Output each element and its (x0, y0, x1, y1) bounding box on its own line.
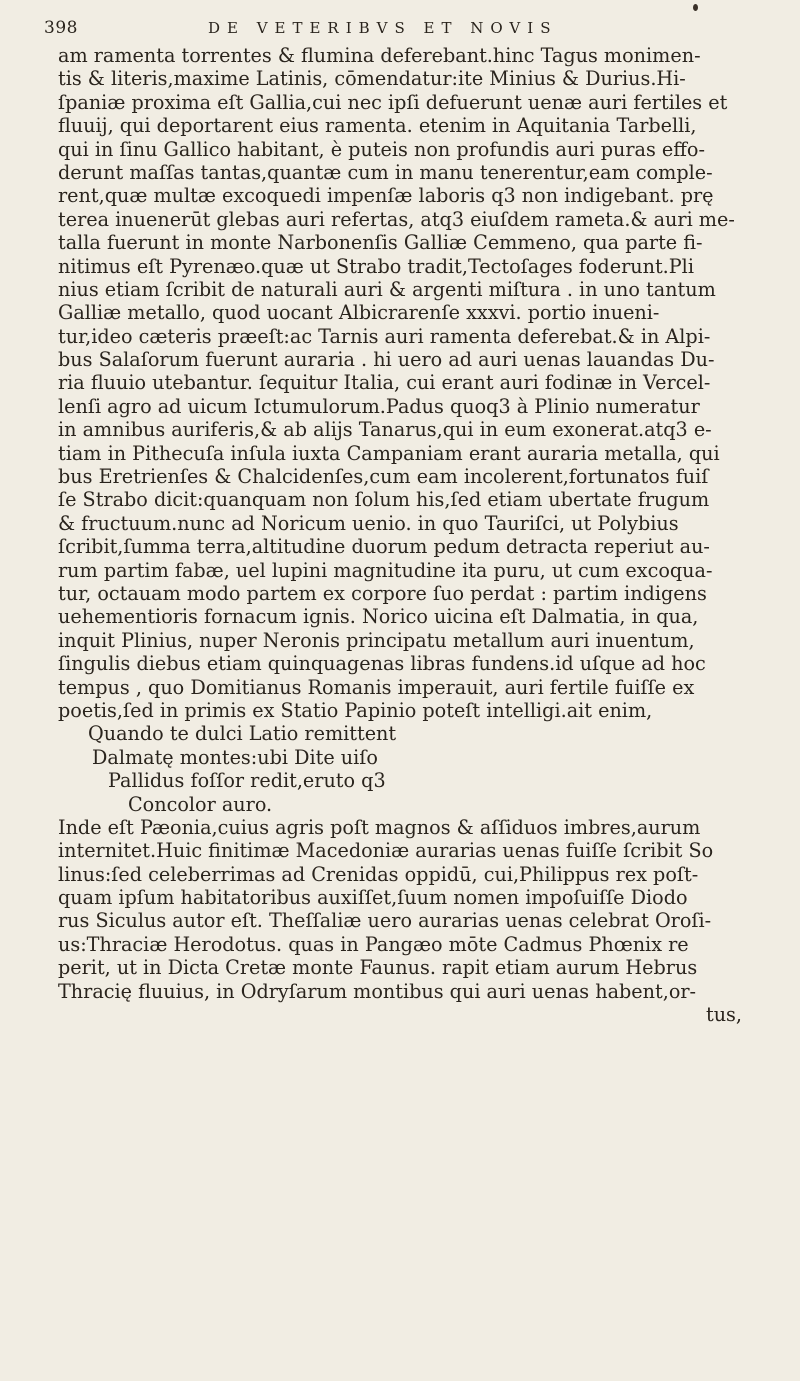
text-line: rum partim fabæ, uel lupini magnitudine ita puru, ut cum excoqua- (58, 558, 713, 582)
text-line: nius etiam ſcribit de naturali auri & argenti miſtura . in uno tantum (58, 277, 716, 301)
text-line: ſe Strabo dicit:quanquam non ſolum his,ſed etiam ubertate frugum (58, 488, 710, 512)
text-line: rus Siculus autor eſt. Theſſaliæ uero aurarias uenas celebrat Oroſi- (58, 909, 712, 933)
catchword: tus, (705, 1003, 742, 1027)
text-line: poetis,ſed in primis ex Statio Papinio poteſt intelligi.ait enim, (58, 698, 653, 722)
text-line: Inde eſt Pæonia,cuius agris poſt magnos & aſſiduos imbres,aurum (58, 815, 701, 839)
body-text (58, 44, 770, 1026)
text-line: talla fuerunt in monte Narbonenſis Galliæ Cemmeno, qua parte fi- (58, 231, 703, 255)
text-line: nitimus eſt Pyrenæo.quæ ut Strabo tradit,Tectoſages foderunt.Pli (58, 254, 694, 278)
text-line: tempus , quo Domitianus Romanis imperauit, auri fertile fuiſſe ex (58, 675, 695, 699)
text-line: inquit Plinius, nuper Neronis principatu metallum auri inuentum, (58, 628, 695, 652)
ink-spot (693, 4, 698, 11)
text-line: am ramenta torrentes & flumina deferebant.hinc Tagus monimen- (58, 44, 701, 67)
running-head: DE VETERIBVS ET NOVIS (207, 19, 558, 37)
text-line: tur, octauam modo partem ex corpore ſuo perdat : partim indigens (58, 581, 707, 605)
text-line: Concolor auro. (128, 792, 273, 816)
text-line: bus Eretrienſes & Chalcidenſes,cum eam incolerent,fortunatos fuiſ (58, 465, 709, 489)
text-line: ſingulis diebus etiam quinquagenas libras fundens.id uſque ad hoc (58, 652, 706, 676)
text-line: quam ipſum habitatoribus auxiſſet,ſuum nomen impoſuiſſe Diodo (58, 886, 688, 910)
verse-quotation (58, 722, 770, 816)
text-line: qui in ſinu Gallico habitant, è puteis non profundis auri puras effo- (58, 137, 705, 161)
page-number: 398 (44, 18, 78, 38)
text-line: linus:ſed celeberrimas ad Crenidas oppidū, cui,Philippus rex poſt- (58, 862, 699, 886)
text-line: derunt maſſas tantas,quantæ cum in manu tenerentur,eam comple- (58, 160, 713, 184)
text-line: terea inuenerūt glebas auri refertas, atq3 eiuſdem rameta.& auri me- (58, 207, 735, 231)
text-line: Pallidus foſſor redit,eruto q3 (108, 769, 386, 793)
text-line: tis & literis,maxime Latinis, cōmendatur:ite Minius & Durius.Hi- (58, 67, 686, 91)
text-line: lenſi agro ad uicum Ictumulorum.Padus quoq3 à Plinio numeratur (58, 394, 700, 418)
text-line: & fructuum.nunc ad Noricum uenio. in quo Tauriſci, ut Polybius (58, 511, 679, 535)
page-header (44, 18, 740, 42)
text-line: tur,ideo cæteris præeſt:ac Tarnis auri ramenta deferebat.& in Alpi- (58, 324, 711, 348)
text-line: fluuij, qui deportarent eius ramenta. etenim in Aquitania Tarbelli, (58, 114, 697, 138)
text-line: uehementioris fornacum ignis. Norico uicina eſt Dalmatia, in qua, (58, 605, 699, 629)
prose-block-1 (58, 44, 770, 722)
text-line: us:Thraciæ Herodotus. quas in Pangæo mōte Cadmus Phœnix re (58, 932, 689, 956)
text-line: tiam in Pithecuſa inſula iuxta Campaniam erant auraria metalla, qui (58, 441, 720, 465)
text-line: Dalmatę montes:ubi Dite uiſo (92, 745, 378, 769)
text-line: ria fluuio utebantur. ſequitur Italia, cui erant auri fodinæ in Vercel- (58, 371, 711, 395)
text-line: bus Salaſorum fuerunt auraria . hi uero ad auri uenas lauandas Du- (58, 348, 715, 372)
text-line: Quando te dulci Latio remittent (88, 722, 397, 746)
prose-block-2 (58, 816, 770, 1003)
text-line: Galliæ metallo, quod uocant Albicrarenſe xxxvi. portio inueni- (58, 301, 660, 325)
text-line: rent,quæ multæ excoquedi impenſæ laboris q3 non indigebant. prę (58, 184, 714, 208)
text-line: in amnibus auriferis,& ab alijs Tanarus,qui in eum exonerat.atq3 e- (58, 418, 712, 442)
text-line: perit, ut in Dicta Cretæ monte Faunus. rapit etiam aurum Hebrus (58, 956, 698, 980)
text-line: Thracię fluuius, in Odryſarum montibus qui auri uenas habent,or- (58, 979, 697, 1003)
text-line: internitet.Huic finitimæ Macedoniæ aurarias uenas fuiſſe ſcribit So (58, 839, 714, 863)
text-line: ſpaniæ proxima eſt Gallia,cui nec ipſi defuerunt uenæ auri fertiles et (58, 90, 728, 114)
text-line: ſcribit,ſumma terra,altitudine duorum pedum detracta reperiut au- (58, 535, 710, 559)
